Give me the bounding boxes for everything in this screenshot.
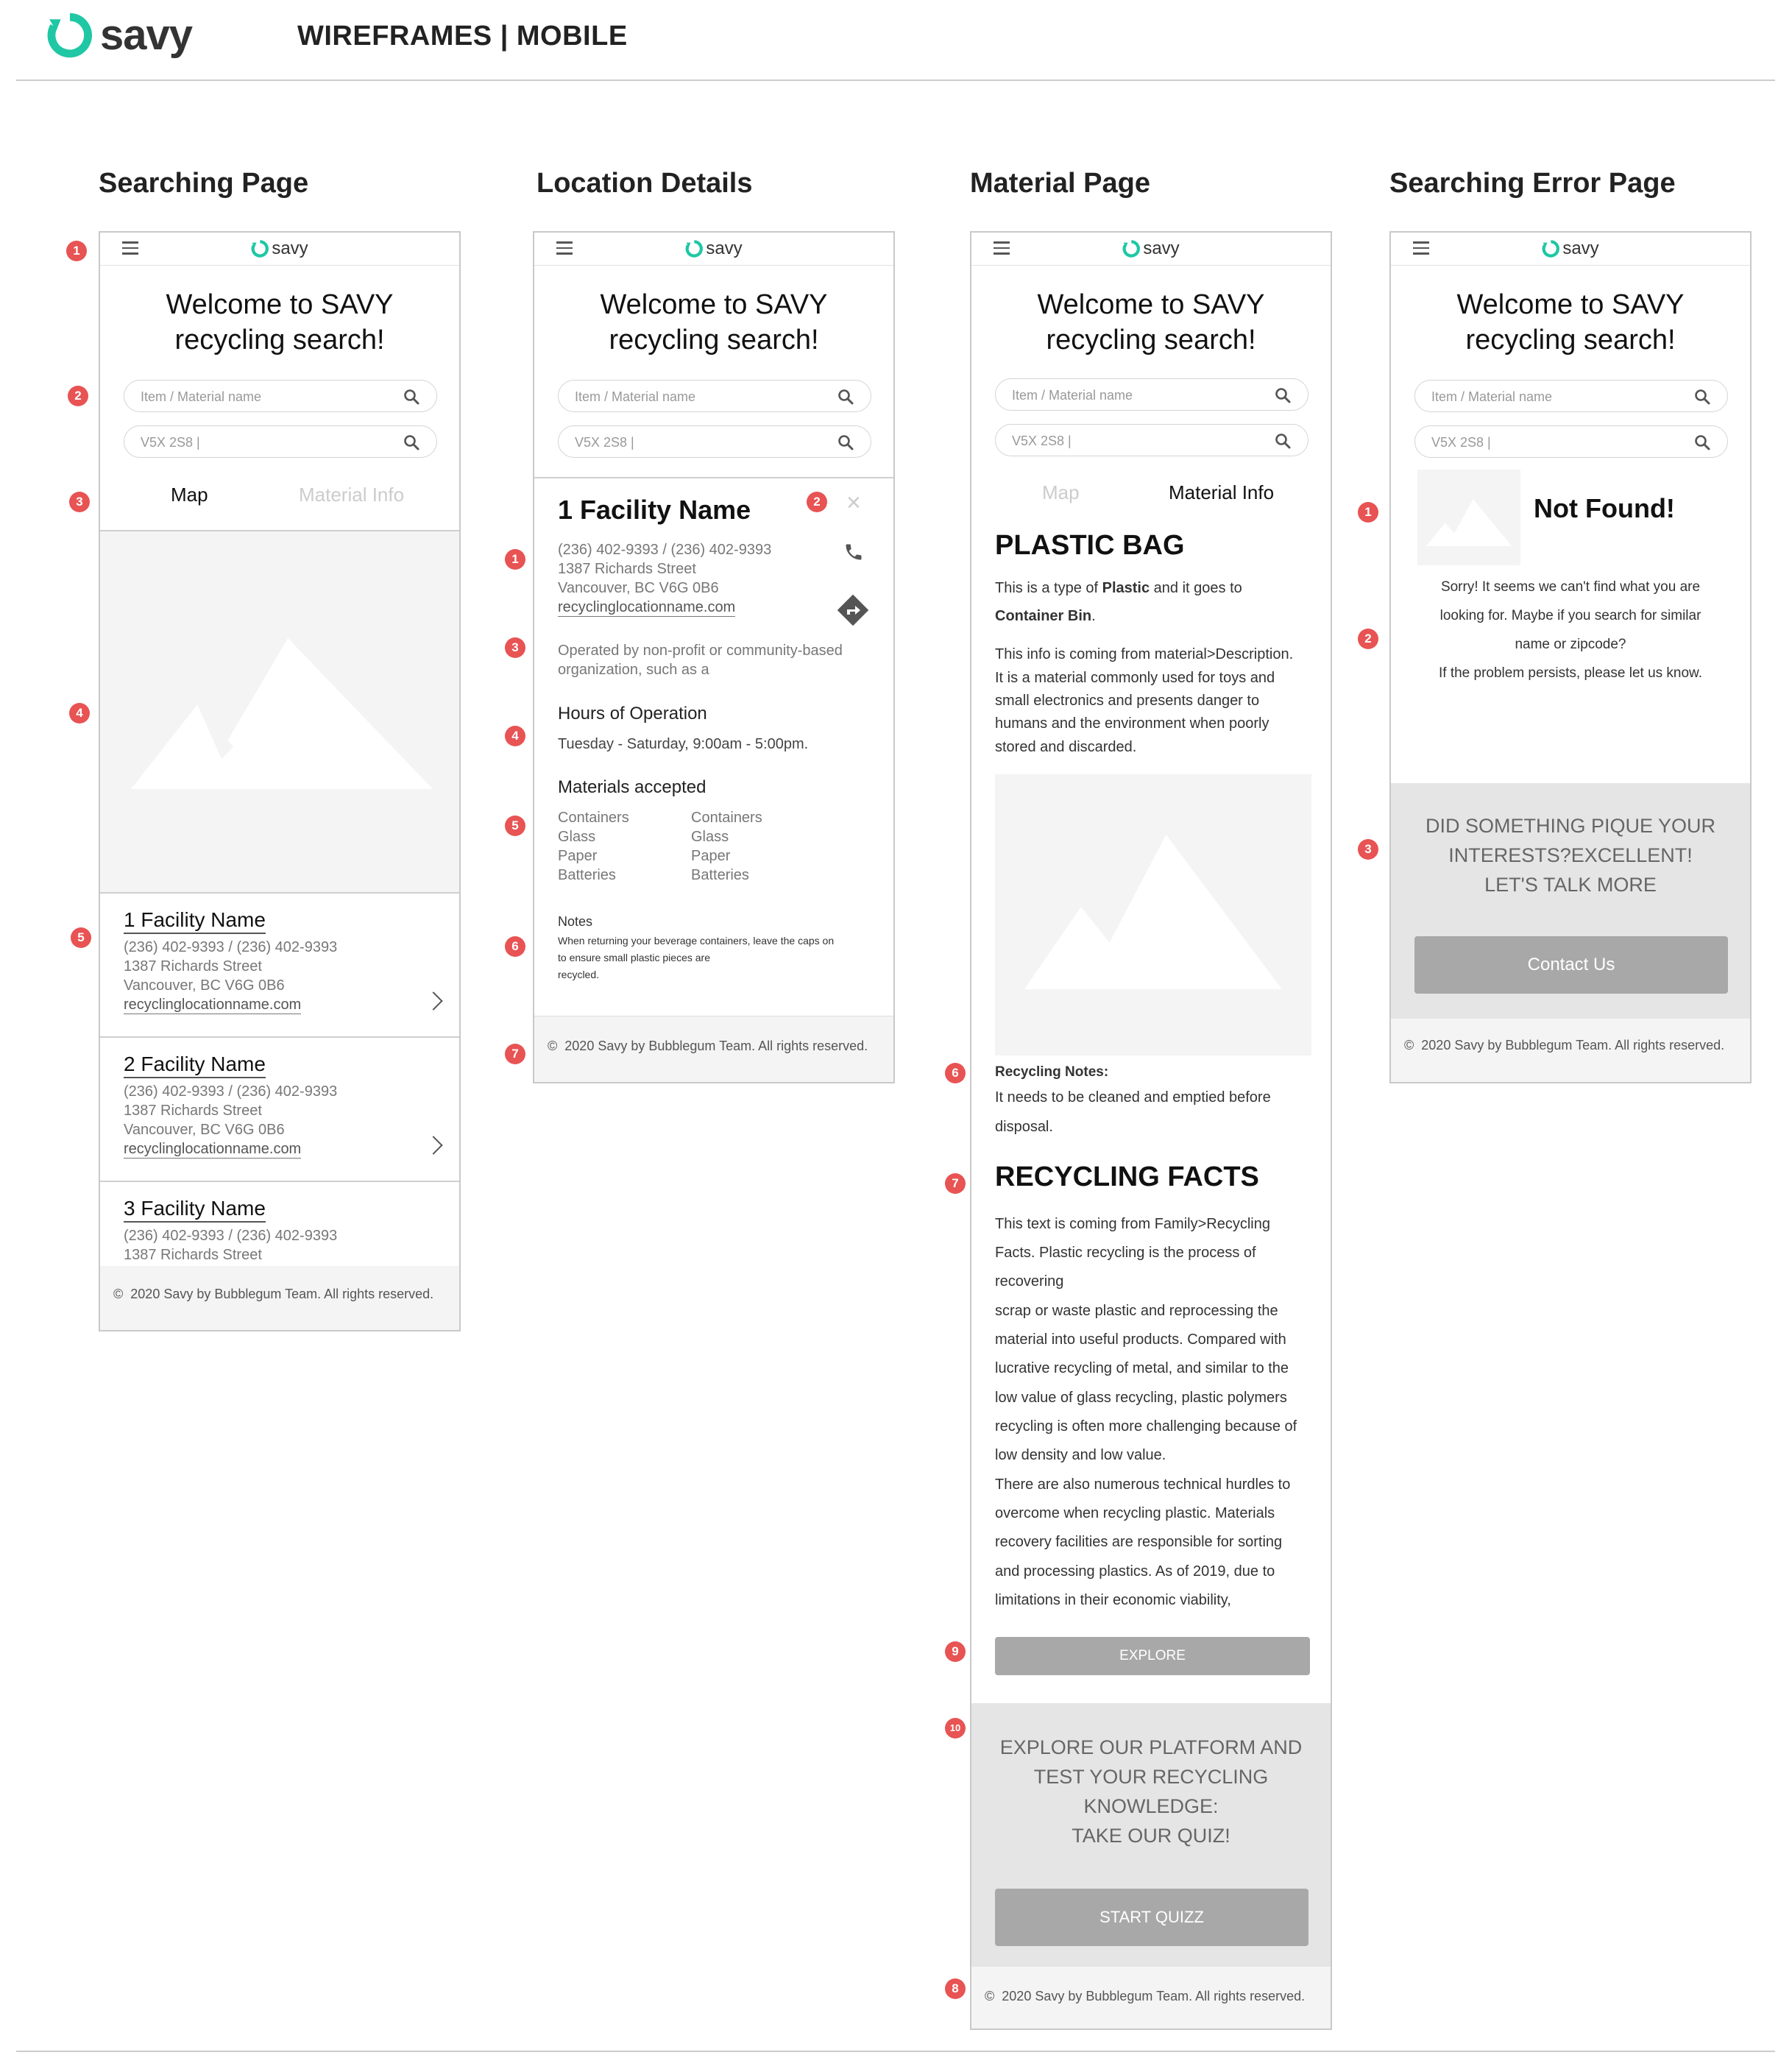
recycle-logo-icon — [1122, 240, 1140, 258]
item-search-placeholder: Item / Material name — [141, 389, 262, 404]
contact-us-button[interactable]: Contact Us — [1414, 936, 1728, 994]
zipcode-value: V5X 2S8 | — [141, 435, 200, 450]
search-icon[interactable] — [1274, 386, 1292, 404]
annotation-marker: 3 — [505, 637, 525, 658]
mini-brand-name: savy — [1562, 238, 1599, 258]
material-item: Glass — [558, 829, 596, 845]
material-item: Paper — [691, 848, 731, 864]
zipcode-value: V5X 2S8 | — [1012, 434, 1072, 448]
searching-page-screen — [99, 231, 461, 1331]
type-post: and it goes to — [1150, 580, 1242, 596]
annotation-marker: 2 — [1358, 629, 1378, 649]
quiz-promo-line: TAKE OUR QUIZ! — [1072, 1825, 1230, 1847]
type-pre: This is a type of — [995, 580, 1102, 596]
bin-dot: . — [1091, 608, 1096, 624]
item-search-input[interactable] — [995, 378, 1308, 411]
contact-promo-line: LET'S TALK MORE — [1484, 874, 1657, 896]
material-image-placeholder — [995, 774, 1311, 1055]
tab-material-info[interactable]: Material Info — [1169, 481, 1275, 503]
brand-logo — [47, 10, 192, 60]
facility-name[interactable]: 2 Facility Name — [124, 1053, 266, 1078]
tab-map[interactable]: Map — [1042, 481, 1080, 503]
annotation-marker: 3 — [1358, 839, 1378, 860]
facility-street: 1387 Richards Street — [124, 1247, 262, 1263]
description-line: This info is coming from material>Description. — [995, 646, 1294, 662]
chevron-right-icon[interactable] — [424, 1136, 442, 1154]
tab-map[interactable]: Map — [171, 484, 208, 506]
notes-line: to ensure small plastic pieces are — [558, 952, 710, 963]
annotation-marker: 2 — [68, 386, 88, 406]
welcome-line-2: recycling search! — [1046, 325, 1256, 356]
facility-city: Vancouver, BC V6G 0B6 — [124, 977, 285, 994]
map-placeholder[interactable] — [100, 531, 459, 892]
facility-list-item[interactable] — [100, 894, 459, 1036]
facts-line: recovery facilities are responsible for sorting — [995, 1534, 1283, 1550]
hamburger-menu-icon[interactable] — [556, 241, 573, 255]
mini-brand-name: savy — [1143, 238, 1180, 258]
description-line: stored and discarded. — [995, 739, 1137, 755]
error-message-line: Sorry! It seems we can't find what you are — [1440, 579, 1701, 595]
searching-page-title: Searching Page — [99, 168, 309, 199]
page-footer — [1391, 1019, 1750, 1083]
annotation-marker: 5 — [71, 927, 91, 948]
footer-copy: 2020 Savy by Bubblegum Team. All rights reserved. — [1421, 1038, 1725, 1053]
facts-line: This text is coming from Family>Recycling — [995, 1216, 1270, 1232]
hours-text: Tuesday - Saturday, 9:00am - 5:00pm. — [558, 736, 809, 752]
error-message-line: looking for. Maybe if you search for similar — [1439, 608, 1701, 623]
facts-line: recovering — [995, 1273, 1064, 1290]
facts-line: Facts. Plastic recycling is the process of — [995, 1245, 1256, 1261]
facts-line: recycling is often more challenging because of — [995, 1418, 1297, 1435]
footer-divider — [16, 2051, 1775, 2052]
search-icon[interactable] — [837, 434, 854, 451]
facility-list-item[interactable] — [100, 1182, 459, 1263]
contact-promo-band — [1391, 783, 1750, 1019]
footer-copy: 2020 Savy by Bubblegum Team. All rights reserved. — [1002, 1989, 1306, 2003]
item-search-placeholder: Item / Material name — [1431, 389, 1553, 404]
mini-logo — [1542, 238, 1598, 259]
facts-line: lucrative recycling of metal, and similar to the — [995, 1360, 1289, 1376]
footer-text — [1404, 1038, 1724, 1053]
facility-phone: (236) 402-9393 / (236) 402-9393 — [124, 1083, 338, 1100]
annotation-marker: 7 — [505, 1044, 525, 1064]
page-footer — [971, 1967, 1331, 2030]
annotation-marker: 1 — [1358, 502, 1378, 523]
error-page-screen — [1389, 231, 1752, 1083]
annotation-marker: 8 — [945, 1978, 966, 1999]
facts-line: limitations in their economic viability, — [995, 1592, 1231, 1608]
zipcode-search-input[interactable] — [558, 425, 871, 458]
hours-heading: Hours of Operation — [558, 704, 707, 724]
materials-heading: Materials accepted — [558, 777, 706, 797]
divider — [534, 477, 893, 478]
facility-city: Vancouver, BC V6G 0B6 — [558, 580, 719, 596]
footer-copy: 2020 Savy by Bubblegum Team. All rights reserved. — [564, 1039, 868, 1053]
annotation-marker: 3 — [69, 492, 90, 512]
error-message-line: If the problem persists, please let us know. — [1438, 665, 1702, 681]
recycle-logo-icon — [251, 240, 269, 258]
footer-text — [985, 1989, 1305, 2004]
welcome-heading — [971, 287, 1331, 358]
footer-text — [113, 1287, 433, 1302]
material-page-screen — [970, 231, 1332, 2030]
notes-line: recycled. — [558, 969, 600, 980]
annotation-marker: 6 — [945, 1063, 966, 1083]
zipcode-search-input[interactable] — [1414, 425, 1728, 458]
location-details-title: Location Details — [536, 168, 753, 199]
not-found-image — [1417, 470, 1520, 565]
chevron-right-icon[interactable] — [424, 991, 442, 1010]
zipcode-value: V5X 2S8 | — [575, 435, 634, 450]
item-search-input[interactable] — [558, 380, 871, 412]
recycle-logo-icon — [685, 240, 703, 258]
type-bold: Plastic — [1102, 580, 1150, 596]
facility-name-heading: 1 Facility Name — [558, 495, 751, 525]
mini-brand-name: savy — [272, 238, 308, 258]
recycling-notes-line: disposal. — [995, 1119, 1053, 1135]
zipcode-value: V5X 2S8 | — [1431, 435, 1491, 450]
annotation-marker: 10 — [945, 1718, 966, 1739]
welcome-heading — [100, 287, 459, 358]
search-icon[interactable] — [837, 388, 854, 406]
copyright-icon: © — [1404, 1038, 1414, 1053]
tab-material-info[interactable]: Material Info — [299, 484, 405, 506]
annotation-marker: 1 — [66, 241, 87, 261]
directions-icon[interactable] — [835, 592, 871, 629]
page-footer — [534, 1016, 893, 1083]
close-icon[interactable]: × — [846, 489, 861, 517]
facility-phone: (236) 402-9393 / (236) 402-9393 — [558, 542, 772, 558]
recycling-facts-heading: RECYCLING FACTS — [995, 1161, 1259, 1192]
footer-copy: 2020 Savy by Bubblegum Team. All rights reserved. — [130, 1287, 434, 1301]
welcome-line-1: Welcome to SAVY — [1037, 289, 1265, 320]
material-item: Glass — [691, 829, 729, 845]
annotation-marker: 6 — [505, 936, 525, 957]
error-message — [1391, 573, 1750, 687]
hamburger-menu-icon[interactable] — [1413, 241, 1429, 255]
material-name-heading: PLASTIC BAG — [995, 530, 1185, 561]
facility-name[interactable]: 3 Facility Name — [124, 1197, 266, 1223]
facility-street: 1387 Richards Street — [124, 958, 262, 975]
recycling-notes-line: It needs to be cleaned and emptied before — [995, 1089, 1271, 1106]
facility-city: Vancouver, BC V6G 0B6 — [124, 1122, 285, 1138]
search-icon[interactable] — [1693, 434, 1711, 451]
copyright-icon: © — [985, 1989, 995, 2003]
notes-line: When returning your beverage containers, leave the caps on — [558, 935, 835, 947]
welcome-line-1: Welcome to SAVY — [166, 289, 394, 320]
facts-line: There are also numerous technical hurdles to — [995, 1476, 1291, 1493]
material-page-title: Material Page — [970, 168, 1150, 199]
search-icon[interactable] — [1274, 432, 1292, 450]
facts-line: low value of glass recycling, plastic polymers — [995, 1390, 1287, 1406]
location-details-screen — [533, 231, 895, 1083]
welcome-line-1: Welcome to SAVY — [600, 289, 828, 320]
image-placeholder-icon — [1024, 835, 1282, 989]
welcome-heading — [1391, 287, 1750, 358]
welcome-line-2: recycling search! — [1465, 325, 1676, 356]
footer-text — [548, 1039, 868, 1054]
item-search-input[interactable] — [124, 380, 437, 412]
description-line: small electronics and presents danger to — [995, 693, 1260, 709]
search-icon[interactable] — [403, 388, 420, 406]
annotation-marker: 4 — [69, 703, 90, 724]
image-placeholder-icon — [1426, 499, 1512, 546]
search-icon[interactable] — [403, 434, 420, 451]
welcome-heading — [534, 287, 893, 358]
top-bar — [971, 233, 1331, 266]
item-search-input[interactable] — [1414, 380, 1728, 412]
quiz-promo-band — [971, 1703, 1331, 1967]
facts-line: material into useful products. Compared with — [995, 1331, 1286, 1348]
facility-name[interactable]: 1 Facility Name — [124, 908, 266, 934]
zipcode-search-input[interactable] — [995, 424, 1308, 456]
hamburger-menu-icon[interactable] — [122, 241, 138, 255]
brand-name: savy — [100, 11, 193, 59]
phone-icon[interactable] — [843, 542, 864, 562]
operated-by-line-1: Operated by non-profit or community-based — [558, 643, 843, 659]
copyright-icon: © — [548, 1039, 558, 1053]
error-page-title: Searching Error Page — [1389, 168, 1676, 199]
contact-promo-line: INTERESTS?EXCELLENT! — [1448, 844, 1693, 866]
start-quiz-button[interactable]: START QUIZZ — [995, 1889, 1308, 1946]
quiz-promo-line: KNOWLEDGE: — [1083, 1795, 1219, 1817]
not-found-heading: Not Found! — [1534, 493, 1675, 523]
annotation-marker: 2 — [807, 492, 827, 512]
material-item: Paper — [558, 848, 598, 864]
notes-heading: Notes — [558, 914, 593, 929]
facts-line: overcome when recycling plastic. Materials — [995, 1505, 1275, 1521]
facility-url-link[interactable]: recyclinglocationname.com — [124, 1141, 302, 1157]
quiz-promo-line: TEST YOUR RECYCLING — [1033, 1766, 1269, 1788]
material-bin-text — [995, 608, 1096, 625]
annotation-marker: 1 — [505, 549, 525, 570]
material-item: Containers — [558, 810, 629, 826]
mini-logo — [685, 238, 742, 259]
operated-by-line-2: organization, such as a — [558, 662, 709, 678]
facility-url-link[interactable]: recyclinglocationname.com — [558, 599, 736, 615]
quiz-promo-line: EXPLORE OUR PLATFORM AND — [999, 1736, 1303, 1758]
page-footer — [100, 1266, 459, 1331]
recycle-logo-icon — [47, 13, 93, 58]
top-bar — [1391, 233, 1750, 266]
item-search-placeholder: Item / Material name — [575, 389, 696, 404]
facts-line: low density and low value. — [995, 1447, 1166, 1463]
facility-street: 1387 Richards Street — [124, 1103, 262, 1119]
welcome-line-2: recycling search! — [174, 325, 385, 356]
recycle-logo-icon — [1542, 240, 1559, 258]
facts-line: scrap or waste plastic and reprocessing the — [995, 1303, 1278, 1319]
document-title: WIREFRAMES | MOBILE — [297, 21, 628, 52]
mini-logo — [251, 238, 308, 259]
annotation-marker: 4 — [505, 726, 525, 746]
annotation-marker: 7 — [945, 1173, 966, 1194]
hamburger-menu-icon[interactable] — [994, 241, 1010, 255]
facility-url-link[interactable]: recyclinglocationname.com — [124, 997, 302, 1013]
description-line: It is a material commonly used for toys and — [995, 670, 1275, 686]
bin-name: Container Bin — [995, 608, 1092, 624]
material-item: Containers — [691, 810, 762, 826]
facility-list-item[interactable] — [100, 1038, 459, 1181]
top-bar — [100, 233, 459, 266]
material-item: Batteries — [691, 867, 749, 883]
facility-phone: (236) 402-9393 / (236) 402-9393 — [124, 939, 338, 955]
facility-phone: (236) 402-9393 / (236) 402-9393 — [124, 1228, 338, 1244]
annotation-marker: 9 — [945, 1641, 966, 1662]
material-type-text — [995, 580, 1242, 597]
error-message-line: name or zipcode? — [1515, 637, 1626, 652]
facility-street: 1387 Richards Street — [558, 561, 696, 577]
mini-logo — [1122, 238, 1179, 259]
welcome-line-2: recycling search! — [609, 325, 819, 356]
zipcode-search-input[interactable] — [124, 425, 437, 458]
welcome-line-1: Welcome to SAVY — [1456, 289, 1685, 320]
mini-brand-name: savy — [706, 238, 743, 258]
recycling-notes-heading: Recycling Notes: — [995, 1064, 1109, 1080]
top-bar — [534, 233, 893, 266]
header-divider — [16, 79, 1775, 81]
item-search-placeholder: Item / Material name — [1012, 388, 1133, 403]
facts-line: and processing plastics. As of 2019, due to — [995, 1563, 1275, 1580]
image-placeholder-icon — [131, 634, 433, 793]
annotation-marker: 5 — [505, 816, 525, 836]
copyright-icon: © — [113, 1287, 124, 1301]
search-icon[interactable] — [1693, 388, 1711, 406]
explore-button[interactable]: EXPLORE — [995, 1637, 1310, 1675]
contact-promo-line: DID SOMETHING PIQUE YOUR — [1425, 815, 1716, 837]
material-item: Batteries — [558, 867, 616, 883]
description-line: humans and the environment when poorly — [995, 715, 1269, 732]
